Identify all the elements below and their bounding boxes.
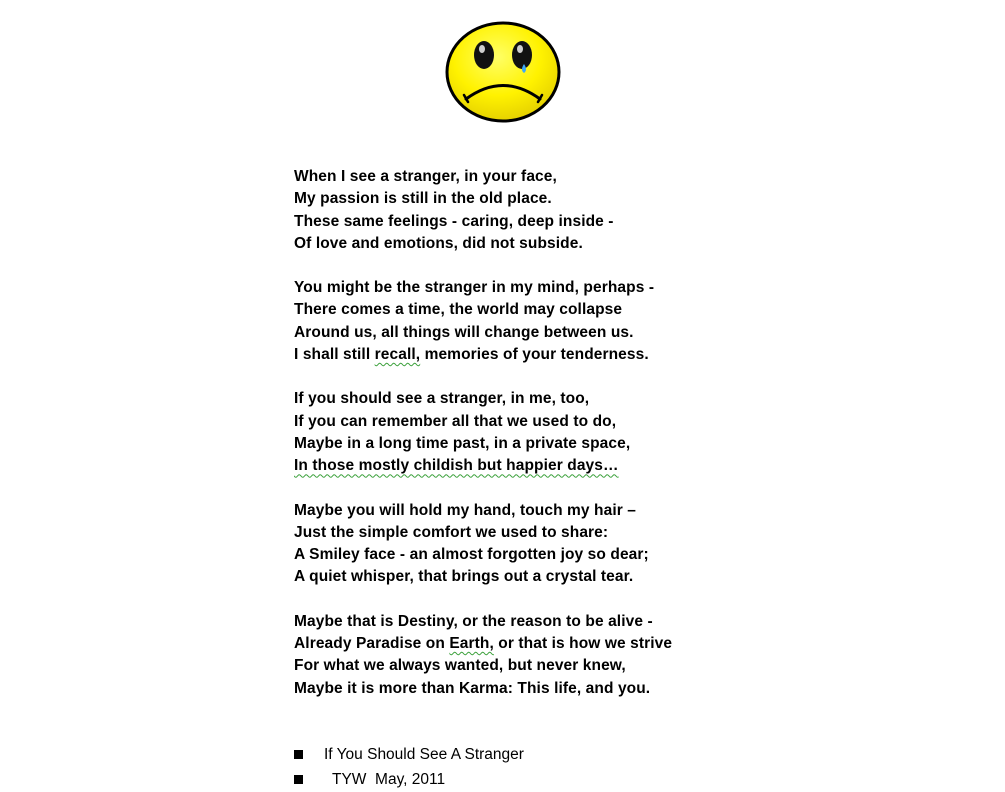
smiley-right-eye [512,41,532,69]
poem-line: Maybe you will hold my hand, touch my hair – [294,501,637,519]
poem-line: If you should see a stranger, in me, too, [294,390,590,408]
poem-line-text: or that is how we strive [493,635,673,653]
poem-body [294,166,934,722]
square-bullet-icon [294,775,303,784]
footer-bullet-list [294,742,934,792]
poem-line: A Smiley face - an almost forgotten joy so dear; [294,546,649,564]
poem-line: Of love and emotions, did not subside. [294,234,583,252]
poem-line: Just the simple comfort we used to share: [294,523,609,541]
poem-title: If You Should See A Stranger [324,745,524,763]
poem-stanza [294,277,934,366]
poem-line-text: memories of your tenderness. [420,346,649,364]
poem-line: If you can remember all that we used to do, [294,412,617,430]
poem-line: You might be the stranger in my mind, perhaps - [294,279,655,297]
poem-stanza [294,388,934,477]
poem-line-text: Already Paradise on [294,635,450,653]
poem-stanza [294,611,934,700]
footer-title-item [294,742,934,767]
poem-line: My passion is still in the old place. [294,190,552,208]
poem-line [294,344,934,366]
spellcheck-underlined-word: Earth, [449,635,494,653]
square-bullet-icon [294,750,303,759]
poem-line: For what we always wanted, but never knew, [294,657,626,675]
poem-line: Maybe that is Destiny, or the reason to be alive - [294,612,653,630]
author-date: TYW May, 2011 [332,770,446,788]
poem-line: There comes a time, the world may collapse [294,301,623,319]
footer-author-item [294,767,934,792]
sad-smiley-icon [442,20,564,124]
poem-stanza [294,166,934,255]
poem-line: A quiet whisper, that brings out a crystal tear. [294,568,634,586]
spellcheck-underlined-line: In those mostly childish but happier days… [294,457,619,475]
poem-line [294,455,934,477]
poem-line: Around us, all things will change between us. [294,323,634,341]
spellcheck-underlined-word: recall, [374,346,421,364]
poem-line [294,633,934,655]
poem-line: These same feelings - caring, deep inside - [294,212,614,230]
poem-line: Maybe in a long time past, in a private space, [294,434,631,452]
poem-line: When I see a stranger, in your face, [294,168,557,185]
smiley-left-eye [474,41,494,69]
poem-line: Maybe it is more than Karma: This life, and you. [294,679,651,697]
poem-stanza [294,500,934,589]
smiley-face-shape [447,23,559,121]
poem-line-text: I shall still [294,346,375,364]
